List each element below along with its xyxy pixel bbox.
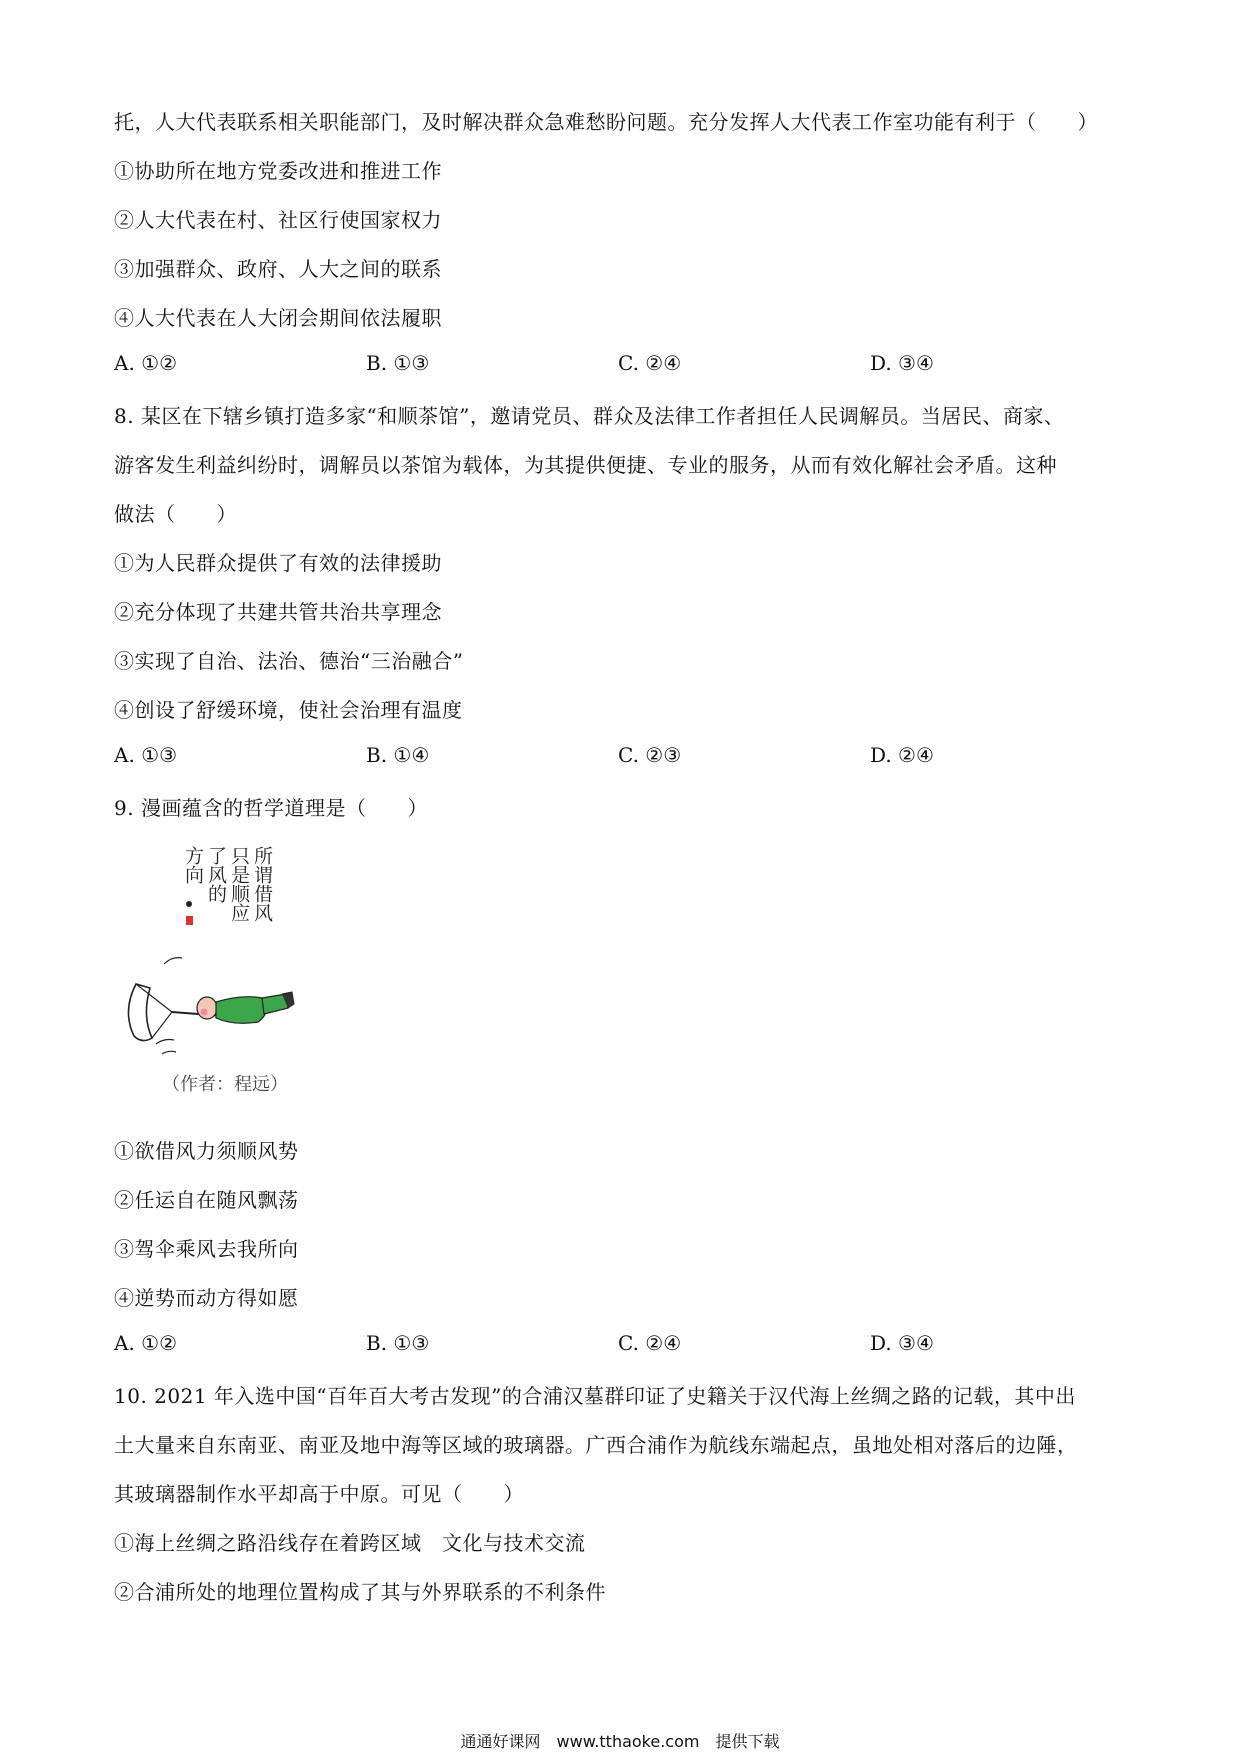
q8-item-1: ①为人民群众提供了有效的法律援助 <box>114 551 442 575</box>
q7-item-2: ②人大代表在村、社区行使国家权力 <box>114 208 442 232</box>
q10-stem-line-2: 土大量来自东南亚、南亚及地中海等区域的玻璃器。广西合浦作为航线东端起点，虽地处相对落后的边陲， <box>114 1433 1078 1457</box>
cartoon-author: （作者：程远） <box>162 1074 288 1095</box>
q8-option-d: D. ②④ <box>870 743 934 767</box>
q9-stem: 9. 漫画蕴含的哲学道理是（ ） <box>114 796 428 820</box>
q7-option-c: C. ②④ <box>618 351 682 375</box>
q8-option-c: C. ②③ <box>618 743 682 767</box>
q9-option-d: D. ③④ <box>870 1331 934 1355</box>
cartoon-drawing <box>112 826 332 1106</box>
cartoon-umbrella-wind <box>112 826 332 1106</box>
person-head <box>197 997 217 1019</box>
q8-item-3: ③实现了自治、法治、德治“三治融合” <box>114 649 464 673</box>
q10-stem-line-3: 其玻璃器制作水平却高于中原。可见（ ） <box>114 1482 524 1506</box>
q8-option-b: B. ①④ <box>366 743 430 767</box>
q7-item-4: ④人大代表在人大闭会期间依法履职 <box>114 306 442 330</box>
q9-item-3: ③驾伞乘风去我所向 <box>114 1237 299 1261</box>
q7-option-a: A. ①② <box>114 351 178 375</box>
q9-option-a: A. ①② <box>114 1331 178 1355</box>
q8-stem-line-2: 游客发生利益纠纷时，调解员以茶馆为载体，为其提供便捷、专业的服务，从而有效化解社会矛盾。这种 <box>114 453 1057 477</box>
q8-option-a: A. ①③ <box>114 743 178 767</box>
q9-option-b: B. ①③ <box>366 1331 430 1355</box>
caption-col-4: 方向 <box>182 846 204 884</box>
q10-item-2: ②合浦所处的地理位置构成了其与外界联系的不利条件 <box>114 1580 606 1604</box>
q7-stem-tail: 托，人大代表联系相关职能部门，及时解决群众急难愁盼问题。充分发挥人大代表工作室功能有利于（ ） <box>114 110 1098 134</box>
q9-item-4: ④逆势而动方得如愿 <box>114 1286 299 1310</box>
q7-option-b: B. ①③ <box>366 351 430 375</box>
caption-col-2: 只是顺应 <box>228 846 250 922</box>
q9-item-1: ①欲借风力须顺风势 <box>114 1139 299 1163</box>
q8-item-4: ④创设了舒缓环境，使社会治理有温度 <box>114 698 463 722</box>
q7-item-1: ①协助所在地方党委改进和推进工作 <box>114 159 442 183</box>
umbrella-icon <box>128 984 152 1041</box>
q8-stem-line-3: 做法（ ） <box>114 502 237 526</box>
q8-stem-line-1: 8. 某区在下辖乡镇打造多家“和顺茶馆”，邀请党员、群众及法律工作者担任人民调解员。当居民、商家、 <box>114 404 1065 428</box>
q10-item-1: ①海上丝绸之路沿线存在着跨区域 文化与技术交流 <box>114 1531 586 1555</box>
q8-item-2: ②充分体现了共建共管共治共享理念 <box>114 600 442 624</box>
q7-item-3: ③加强群众、政府、人大之间的联系 <box>114 257 442 281</box>
q9-option-c: C. ②④ <box>618 1331 682 1355</box>
caption-col-3: 了风的 <box>205 846 227 903</box>
person-body <box>216 997 266 1024</box>
footer-source: 通通好课网 www.tthaoke.com 提供下载 <box>460 1732 780 1751</box>
caption-col-1: 所谓借风 <box>251 846 273 922</box>
q7-option-d: D. ③④ <box>870 351 934 375</box>
q10-stem-line-1: 10. 2021 年入选中国“百年百大考古发现”的合浦汉墓群印证了史籍关于汉代海上丝绸之路的记载，其中出 <box>114 1384 1076 1408</box>
q9-item-2: ②任运自在随风飘荡 <box>114 1188 299 1212</box>
seal-stamp <box>186 916 193 925</box>
